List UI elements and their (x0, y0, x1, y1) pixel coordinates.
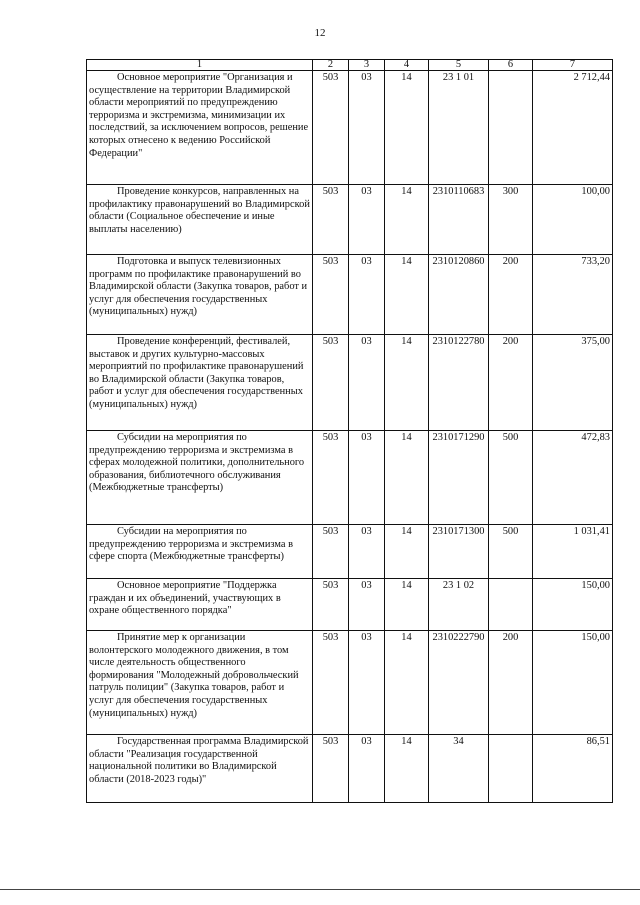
item-description (87, 335, 313, 431)
ministry-code: 503 (313, 579, 349, 631)
col-header: 1 (87, 60, 313, 71)
section-code: 03 (349, 735, 385, 803)
target-article-code: 2310171300 (429, 525, 489, 579)
ministry-code: 503 (313, 71, 349, 185)
item-description (87, 71, 313, 185)
item-description-text: Проведение конференций, фестивалей, выставок и других культурно-массовых мероприятий по профилактике правонарушений во Владимирской области (Закупка товаров, работ и услуг для обеспечения государственных (муниципальных) нужд) (89, 336, 304, 410)
item-description (87, 579, 313, 631)
amount: 150,00 (533, 579, 613, 631)
expense-type-code (489, 735, 533, 803)
subsection-code: 14 (385, 431, 429, 525)
scan-bottom-edge (0, 889, 640, 890)
item-description (87, 631, 313, 735)
subsection-code: 14 (385, 525, 429, 579)
item-description (87, 185, 313, 255)
table-row (87, 525, 613, 579)
col-header: 7 (533, 60, 613, 71)
ministry-code: 503 (313, 735, 349, 803)
item-description-text: Проведение конкурсов, направленных на профилактику правонарушений во Владимирской области (Социальное обеспечение и иные выплаты населению) (89, 186, 310, 235)
expense-type-code: 300 (489, 185, 533, 255)
table-row (87, 631, 613, 735)
amount: 2 712,44 (533, 71, 613, 185)
item-description-text: Принятие мер к организации волонтерского молодежного движения, в том числе деятельность общественного формирования "Молодежный добровольческий патруль полиции" (Закупка товаров, работ и услуг для обеспечения государственных (муниципальных) нужд) (89, 632, 299, 719)
col-header: 5 (429, 60, 489, 71)
table-row (87, 735, 613, 803)
item-description-text: Подготовка и выпуск телевизионных программ по профилактике правонарушений во Владимирской области (Закупка товаров, работ и услуг для обеспечения государственных (муниципальных) нужд) (89, 256, 308, 318)
col-header: 6 (489, 60, 533, 71)
item-description (87, 735, 313, 803)
target-article-code: 2310120860 (429, 255, 489, 335)
ministry-code: 503 (313, 525, 349, 579)
item-description-text: Основное мероприятие "Организация и осуществление на территории Владимирской области мероприятий по предупреждению терроризма и экстремизма, минимизации их последствий, за исключением вопросов, решение которых отнесено к ведению Российской Федерации" (89, 72, 309, 159)
section-code: 03 (349, 255, 385, 335)
subsection-code: 14 (385, 579, 429, 631)
expense-type-code (489, 579, 533, 631)
expense-type-code: 200 (489, 255, 533, 335)
item-description (87, 255, 313, 335)
item-description-text: Основное мероприятие "Поддержка граждан и их объединений, участвующих в охране общественного порядка" (89, 580, 281, 617)
target-article-code: 23 1 02 (429, 579, 489, 631)
target-article-code: 2310222790 (429, 631, 489, 735)
table-row (87, 335, 613, 431)
target-article-code: 23 1 01 (429, 71, 489, 185)
subsection-code: 14 (385, 335, 429, 431)
section-code: 03 (349, 185, 385, 255)
budget-table (86, 59, 613, 803)
amount: 733,20 (533, 255, 613, 335)
ministry-code: 503 (313, 255, 349, 335)
subsection-code: 14 (385, 631, 429, 735)
section-code: 03 (349, 525, 385, 579)
expense-type-code: 200 (489, 335, 533, 431)
item-description-text: Субсидии на мероприятия по предупреждению терроризма и экстремизма в сферах молодежной политики, дополнительного образования, библиотечного обслуживания (Межбюджетные трансферты) (89, 432, 305, 494)
table-row (87, 71, 613, 185)
amount: 150,00 (533, 631, 613, 735)
item-description (87, 525, 313, 579)
expense-type-code: 200 (489, 631, 533, 735)
section-code: 03 (349, 631, 385, 735)
subsection-code: 14 (385, 255, 429, 335)
table-row (87, 579, 613, 631)
section-code: 03 (349, 579, 385, 631)
col-header: 3 (349, 60, 385, 71)
subsection-code: 14 (385, 185, 429, 255)
item-description-text: Государственная программа Владимирской области "Реализация государственной национальной политики во Владимирской области (2018-2023 годы)" (89, 736, 309, 785)
target-article-code: 2310122780 (429, 335, 489, 431)
expense-type-code: 500 (489, 431, 533, 525)
item-description (87, 431, 313, 525)
amount: 100,00 (533, 185, 613, 255)
item-description-text: Субсидии на мероприятия по предупреждению терроризма и экстремизма в сфере спорта (Межбюджетные трансферты) (89, 526, 294, 563)
section-code: 03 (349, 335, 385, 431)
amount: 375,00 (533, 335, 613, 431)
ministry-code: 503 (313, 631, 349, 735)
table-row (87, 185, 613, 255)
table-header-row (87, 60, 613, 71)
subsection-code: 14 (385, 71, 429, 185)
section-code: 03 (349, 431, 385, 525)
target-article-code: 2310171290 (429, 431, 489, 525)
page-number: 12 (314, 27, 326, 39)
col-header: 2 (313, 60, 349, 71)
ministry-code: 503 (313, 335, 349, 431)
section-code: 03 (349, 71, 385, 185)
subsection-code: 14 (385, 735, 429, 803)
ministry-code: 503 (313, 185, 349, 255)
amount: 1 031,41 (533, 525, 613, 579)
expense-type-code (489, 71, 533, 185)
ministry-code: 503 (313, 431, 349, 525)
table-row (87, 255, 613, 335)
col-header: 4 (385, 60, 429, 71)
expense-type-code: 500 (489, 525, 533, 579)
table-row (87, 431, 613, 525)
amount: 86,51 (533, 735, 613, 803)
target-article-code: 34 (429, 735, 489, 803)
target-article-code: 2310110683 (429, 185, 489, 255)
amount: 472,83 (533, 431, 613, 525)
